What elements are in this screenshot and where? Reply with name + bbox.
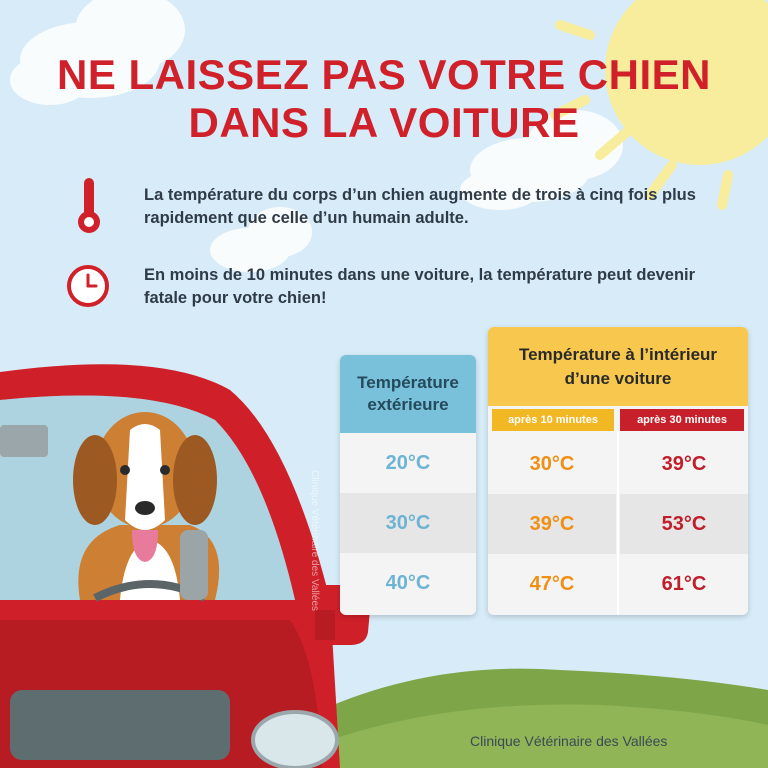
fact-1-line-2: rapidement que celle d’un humain adulte. bbox=[144, 209, 469, 227]
after10-cell-row-1: 30°C bbox=[488, 434, 616, 494]
inside-header-line-1: Température à l’intérieur bbox=[518, 344, 718, 364]
outside-cell-row-3: 40°C bbox=[340, 553, 476, 613]
after30-cell-row-2: 53°C bbox=[620, 494, 748, 554]
after10-cell-row-2: 39°C bbox=[488, 494, 616, 554]
outside-temperature-table bbox=[340, 355, 476, 615]
after30-cell-row-3: 61°C bbox=[620, 554, 748, 614]
outside-cell-row-1: 20°C bbox=[340, 433, 476, 493]
after10-cell-row-3: 47°C bbox=[488, 554, 616, 614]
inside-temperature-table bbox=[488, 327, 748, 615]
clinic-credit: Clinique Vétérinaire des Vallées bbox=[470, 733, 668, 749]
after30-cell-row-1: 39°C bbox=[620, 434, 748, 494]
subheader-after-10-minutes: après 10 minutes bbox=[492, 409, 614, 431]
fact-1-line-1: La température du corps d’un chien augmente de trois à cinq fois plus bbox=[144, 186, 696, 204]
title-line-1: NE LAISSEZ PAS VOTRE CHIEN bbox=[57, 51, 711, 98]
subheader-after-30-minutes: après 30 minutes bbox=[620, 409, 744, 431]
fact-2-line-1: En moins de 10 minutes dans une voiture, la température peut devenir bbox=[144, 266, 696, 284]
inside-header-line-2: d’une voiture bbox=[564, 368, 672, 388]
inside-temperature-header bbox=[488, 327, 748, 406]
fact-2-line-2: fatale pour votre chien! bbox=[144, 289, 327, 307]
outside-temperature-header bbox=[340, 355, 476, 433]
column-divider bbox=[617, 431, 619, 615]
title-line-2: DANS LA VOITURE bbox=[188, 99, 580, 146]
outside-cell-row-2: 30°C bbox=[340, 493, 476, 553]
outside-header-label: Température extérieure bbox=[357, 373, 459, 414]
watermark-text: Clinique Vétérinaire des Vallées bbox=[309, 470, 320, 612]
clock-icon bbox=[64, 262, 112, 310]
thermometer-icon bbox=[74, 175, 104, 237]
